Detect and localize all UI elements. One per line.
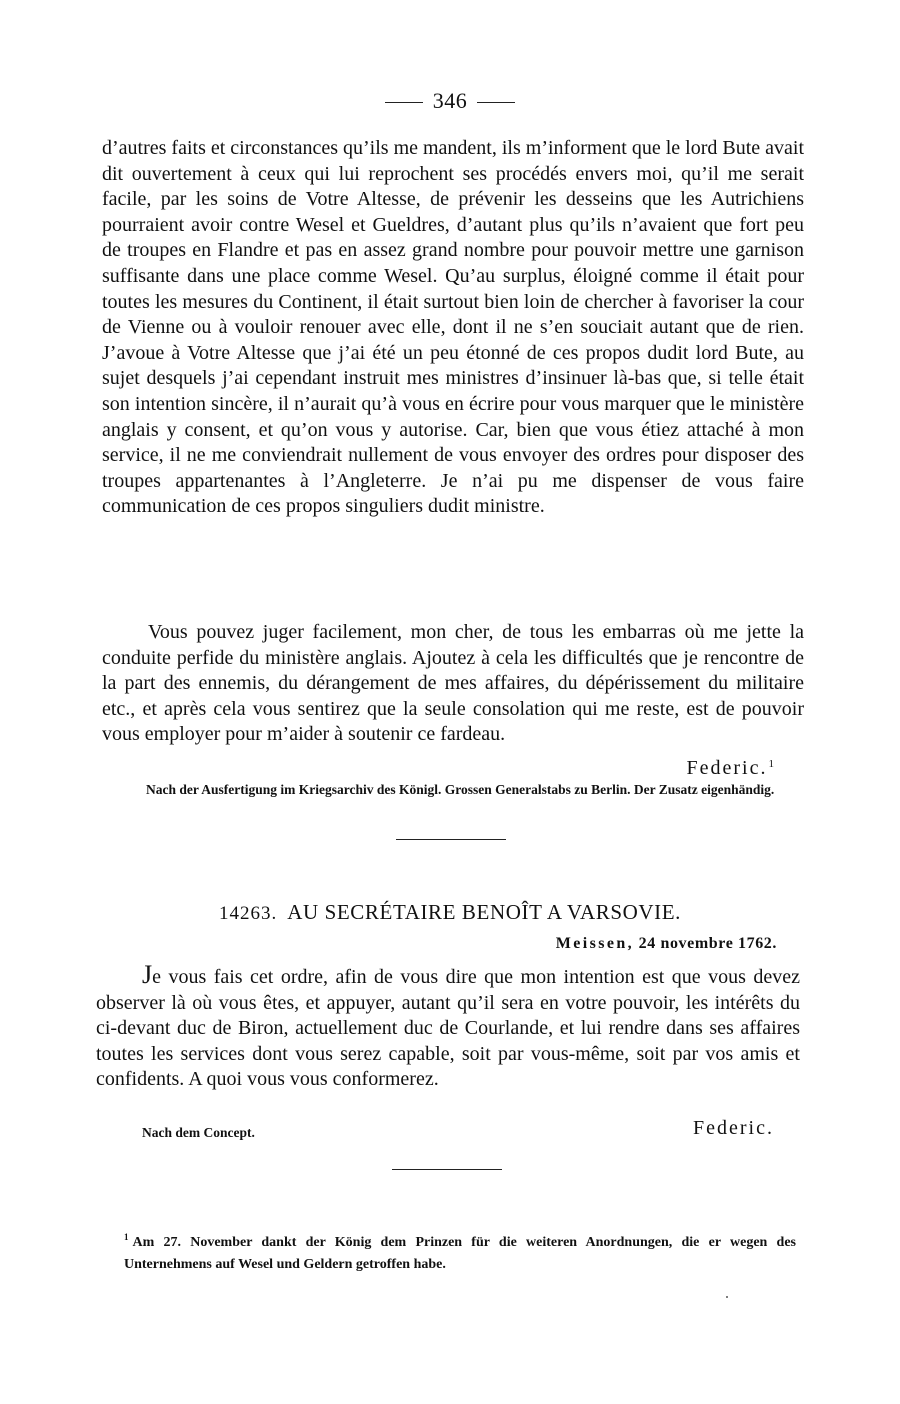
letter1-source-note: Nach der Ausfertigung im Kriegsarchiv des Königl. Grossen Generalstabs zu Berlin. Der Zusatz eigenhändig. — [146, 782, 775, 797]
footnote-text: Am 27. November dankt der König dem Prinzen für die weiteren Anordnungen, die er wegen des Unternehmens auf Wesel und Geldern getroffen habe. — [124, 1235, 796, 1272]
page-number-dash-right — [477, 102, 515, 103]
letter2-place: Meissen, — [555, 935, 635, 952]
letter2-title: AU SECRÉTAIRE BENOÎT A VARSOVIE. — [287, 900, 682, 924]
page-number-dash-left — [385, 102, 423, 103]
letter2-body — [96, 962, 800, 1093]
page-number-text: 346 — [432, 88, 468, 113]
footnote-reference: 1 — [768, 758, 774, 770]
letter2-dropcap: J — [142, 960, 153, 989]
letter1-signature — [687, 757, 774, 780]
footnote-divider — [392, 1169, 502, 1170]
footnote — [124, 1226, 796, 1276]
letter1-paragraph-2: Vous pouvez juger facilement, mon cher, de tous les embarras où me jette la conduite perfide du ministère anglais. Ajoutez à cela les difficultés que je rencontre de la part des ennemis, du dérangement de mes affaires, du dépérissement du militaire etc., et après cela vous sentirez que la seule consolation qui me reste, est de pouvoir vous employer pour m’aider à soutenir ce fardeau. — [102, 621, 804, 746]
letter2-date: 24 novembre 1762. — [638, 935, 777, 952]
section-divider — [396, 839, 506, 840]
paper-speck — [726, 1296, 728, 1298]
letter2-signature: Federic. — [693, 1117, 774, 1139]
letter2-number: 14263. — [218, 903, 278, 924]
letter1-paragraph-1: d’autres faits et circonstances qu’ils me mandent, ils m’informent que le lord Bute avait dit ouvertement à ceux qui lui reprochent ses procédés envers moi, qu’il me serait facile, par les soins de Votre Altesse, de prévenir les desseins que les Autrichiens pourraient avoir contre Wesel et Gueldres, d’autant plus qu’ils n’avaient que fort peu de troupes en Flandre et pas en assez grand nombre pour pouvoir mettre une garnison suffisante dans une place comme Wesel. Qu’au surplus, éloigné comme il était pour toutes les mesures du Continent, il était surtout bien loin de chercher à favoriser la cour de Vienne ou à vouloir renouer avec elle, dont il ne s’en souciait autant que de rien. J’avoue à Votre Altesse que j’ai été un peu étonné de ces propos dudit lord Bute, au sujet desquels j’ai cependant instruit mes ministres d’insinuer là-bas que, si telle était son intention sincère, il n’aurait qu’à vous en écrire pour vous marquer que le ministère anglais y consent, et qu’on vous y autorise. Car, bien que vous étiez attaché à mon service, il ne me conviendrait nullement de vous envoyer des ordres pour disposer des troupes appartenantes à l’Angleterre. Je n’ai pu me dispenser de vous faire communication de ces propos singuliers dudit ministre. — [102, 137, 805, 518]
letter2-body-text: e vous fais cet ordre, afin de vous dire que mon intention est que vous devez observer là où vous êtes, et appuyer, autant qu’il sera en votre pouvoir, les intérêts du ci-devant duc de Biron, actuellement duc de Courlande, et lui rendre dans ses affaires toutes les services dont vous serez capable, soit par vous-même, soit par vos amis et confidents. A quoi vous vous conformerez. — [96, 966, 800, 1091]
footnote-mark: 1 — [124, 1232, 129, 1242]
letter2-heading — [0, 900, 900, 925]
letter1-signature-text: Federic. — [686, 757, 768, 779]
page-number — [0, 88, 900, 114]
letter2-source-note: Nach dem Concept. — [142, 1125, 255, 1140]
letter2-dateline — [556, 935, 777, 953]
